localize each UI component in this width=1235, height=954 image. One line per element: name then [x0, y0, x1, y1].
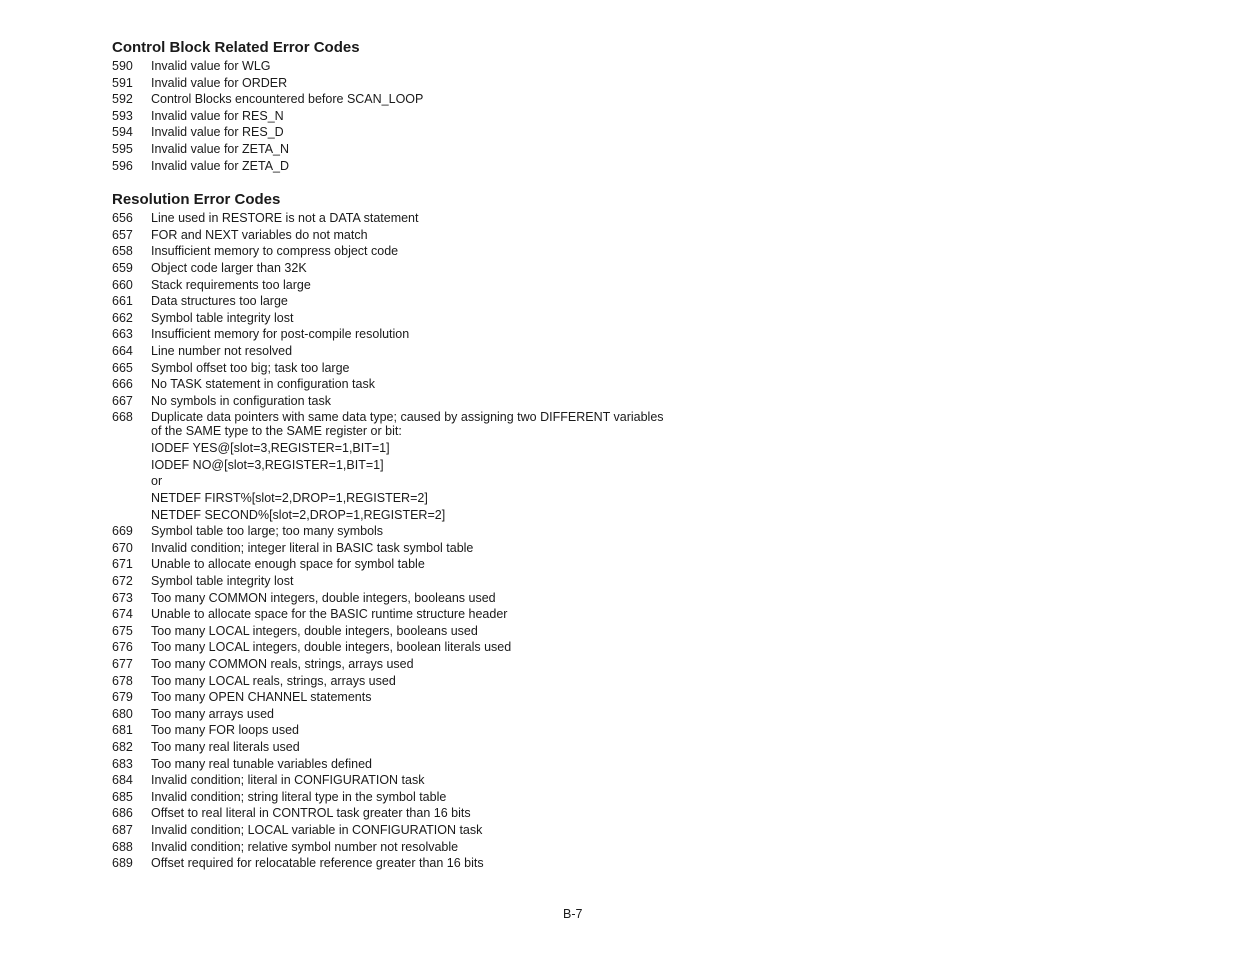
error-code: 683 — [112, 756, 133, 771]
error-description: Too many COMMON reals, strings, arrays used — [151, 657, 414, 671]
error-row — [112, 606, 672, 623]
error-description: Too many FOR loops used — [151, 723, 299, 738]
error-description: Offset to real literal in CONTROL task greater than 16 bits — [151, 806, 471, 821]
error-code: 685 — [112, 789, 133, 804]
error-code: 669 — [112, 524, 133, 539]
error-row — [112, 158, 672, 175]
code-example-line: NETDEF FIRST%[slot=2,DROP=1,REGISTER=2] — [151, 491, 428, 506]
error-code: 668 — [112, 410, 133, 425]
error-row — [112, 839, 672, 856]
error-code: 666 — [112, 377, 133, 392]
error-row — [112, 656, 672, 673]
error-description: Symbol table too large; too many symbols — [151, 524, 384, 539]
error-description: Invalid value for ZETA_D — [151, 158, 290, 173]
error-code: 664 — [112, 343, 133, 358]
error-code-list — [112, 523, 672, 871]
section-resolution-errors — [112, 190, 672, 872]
error-code: 678 — [112, 673, 133, 688]
error-row — [112, 573, 672, 590]
error-code: 670 — [112, 540, 133, 555]
error-description: Symbol table integrity lost — [151, 310, 294, 325]
error-row — [112, 141, 672, 158]
error-code: 658 — [112, 244, 133, 259]
error-row — [112, 739, 672, 756]
error-code: 593 — [112, 108, 133, 123]
error-code: 688 — [112, 839, 133, 854]
error-code: 590 — [112, 59, 133, 73]
error-row — [112, 722, 672, 739]
error-row — [112, 789, 672, 806]
error-code: 676 — [112, 640, 133, 655]
error-code: 594 — [112, 125, 133, 140]
error-row — [112, 277, 672, 294]
error-code: 591 — [112, 75, 133, 90]
error-row — [112, 376, 672, 393]
error-description: Too many LOCAL reals, strings, arrays used — [151, 673, 396, 688]
error-code: 686 — [112, 806, 133, 821]
error-description: Symbol table integrity lost — [151, 574, 294, 589]
section-heading: Resolution Error Codes — [112, 191, 281, 209]
error-description: Offset required for relocatable reference greater than 16 bits — [151, 856, 484, 871]
error-code: 681 — [112, 723, 133, 738]
error-description: Too many COMMON integers, double integers, booleans used — [151, 590, 496, 605]
error-code: 682 — [112, 739, 133, 754]
error-description: Invalid condition; relative symbol number not resolvable — [151, 839, 459, 854]
error-code: 679 — [112, 690, 133, 705]
error-description: Invalid value for WLG — [151, 59, 271, 73]
error-row — [112, 310, 672, 327]
error-row — [112, 75, 672, 92]
error-row — [112, 293, 672, 310]
code-example-line: IODEF YES@[slot=3,REGISTER=1,BIT=1] — [151, 441, 390, 456]
error-row — [112, 409, 672, 440]
error-row — [112, 590, 672, 607]
error-code: 674 — [112, 607, 133, 622]
error-row — [112, 556, 672, 573]
error-code: 660 — [112, 277, 133, 292]
error-row — [112, 343, 672, 360]
error-description: Invalid value for RES_D — [151, 125, 284, 140]
error-description: No TASK statement in configuration task — [151, 377, 375, 392]
error-description: Stack requirements too large — [151, 277, 311, 292]
error-description: Too many real literals used — [151, 739, 300, 754]
error-description: Too many arrays used — [151, 706, 274, 721]
error-code: 675 — [112, 623, 133, 638]
page-number: B-7 — [563, 907, 583, 921]
error-code: 662 — [112, 310, 133, 325]
error-description: Unable to allocate space for the BASIC runtime structure header — [151, 607, 508, 622]
error-description: Too many LOCAL integers, double integers, boolean literals used — [151, 640, 512, 655]
error-description: Invalid condition; integer literal in BASIC task symbol table — [151, 540, 474, 555]
error-code: 596 — [112, 158, 133, 173]
error-code: 672 — [112, 574, 133, 589]
error-description: Object code larger than 32K — [151, 260, 307, 275]
error-row — [112, 772, 672, 789]
error-row — [112, 822, 672, 839]
error-code: 680 — [112, 706, 133, 721]
error-description: Invalid condition; LOCAL variable in CONFIGURATION task — [151, 822, 483, 837]
error-row — [112, 393, 672, 410]
error-code: 684 — [112, 773, 133, 788]
error-description: Unable to allocate enough space for symbol table — [151, 557, 425, 572]
error-row — [112, 639, 672, 656]
error-row — [112, 124, 672, 141]
error-description: Duplicate data pointers with same data type; caused by assigning two DIFFERENT variables of the SAME type to the SAME register or bit: — [151, 410, 664, 439]
error-code: 595 — [112, 141, 133, 156]
error-entry-668 — [112, 409, 672, 523]
error-description: Invalid value for ORDER — [151, 75, 288, 90]
error-description: FOR and NEXT variables do not match — [151, 227, 368, 242]
error-description: Insufficient memory to compress object code — [151, 244, 399, 259]
error-code: 673 — [112, 590, 133, 605]
error-row — [112, 58, 672, 75]
error-row — [112, 540, 672, 557]
error-description: Invalid value for ZETA_N — [151, 141, 290, 156]
error-code-list — [112, 58, 672, 174]
error-description: Invalid condition; string literal type in the symbol table — [151, 789, 447, 804]
error-description: Too many OPEN CHANNEL statements — [151, 690, 372, 705]
section-control-block-errors — [112, 38, 672, 174]
error-row — [112, 756, 672, 773]
error-description: Data structures too large — [151, 294, 288, 309]
error-description: No symbols in configuration task — [151, 393, 331, 408]
error-description: Invalid value for RES_N — [151, 108, 284, 123]
error-description: Too many LOCAL integers, double integers, booleans used — [151, 623, 478, 638]
error-code: 671 — [112, 557, 133, 572]
error-code: 657 — [112, 227, 133, 242]
error-description: Insufficient memory for post-compile resolution — [151, 327, 410, 342]
error-row — [112, 108, 672, 125]
error-description: Line used in RESTORE is not a DATA statement — [151, 211, 419, 226]
error-row — [112, 689, 672, 706]
error-row — [112, 360, 672, 377]
error-description: Too many real tunable variables defined — [151, 756, 372, 771]
error-code: 659 — [112, 260, 133, 275]
error-description: Line number not resolved — [151, 343, 293, 358]
error-row — [112, 210, 672, 227]
code-example-line: NETDEF SECOND%[slot=2,DROP=1,REGISTER=2] — [151, 507, 446, 522]
error-row — [112, 623, 672, 640]
error-code: 661 — [112, 294, 133, 309]
error-row — [112, 706, 672, 723]
error-row — [112, 227, 672, 244]
error-code-list — [112, 210, 672, 409]
error-description: Control Blocks encountered before SCAN_LOOP — [151, 92, 424, 107]
error-code: 592 — [112, 92, 133, 107]
error-description: Invalid condition; literal in CONFIGURATION task — [151, 773, 425, 788]
error-description: Symbol offset too big; task too large — [151, 360, 350, 375]
error-code: 687 — [112, 822, 133, 837]
error-row — [112, 243, 672, 260]
error-row — [112, 805, 672, 822]
error-code: 663 — [112, 327, 133, 342]
error-row — [112, 855, 672, 872]
error-code: 689 — [112, 856, 133, 871]
error-code: 677 — [112, 657, 133, 671]
code-example-line: IODEF NO@[slot=3,REGISTER=1,BIT=1] — [151, 457, 384, 472]
error-row — [112, 523, 672, 540]
error-code: 656 — [112, 211, 133, 226]
error-code: 665 — [112, 360, 133, 375]
section-heading: Control Block Related Error Codes — [112, 39, 360, 56]
error-row — [112, 326, 672, 343]
error-row — [112, 673, 672, 690]
page-content — [112, 38, 672, 872]
error-code: 667 — [112, 393, 133, 408]
error-row — [112, 91, 672, 108]
code-example-connector: or — [151, 474, 163, 489]
error-row — [112, 260, 672, 277]
